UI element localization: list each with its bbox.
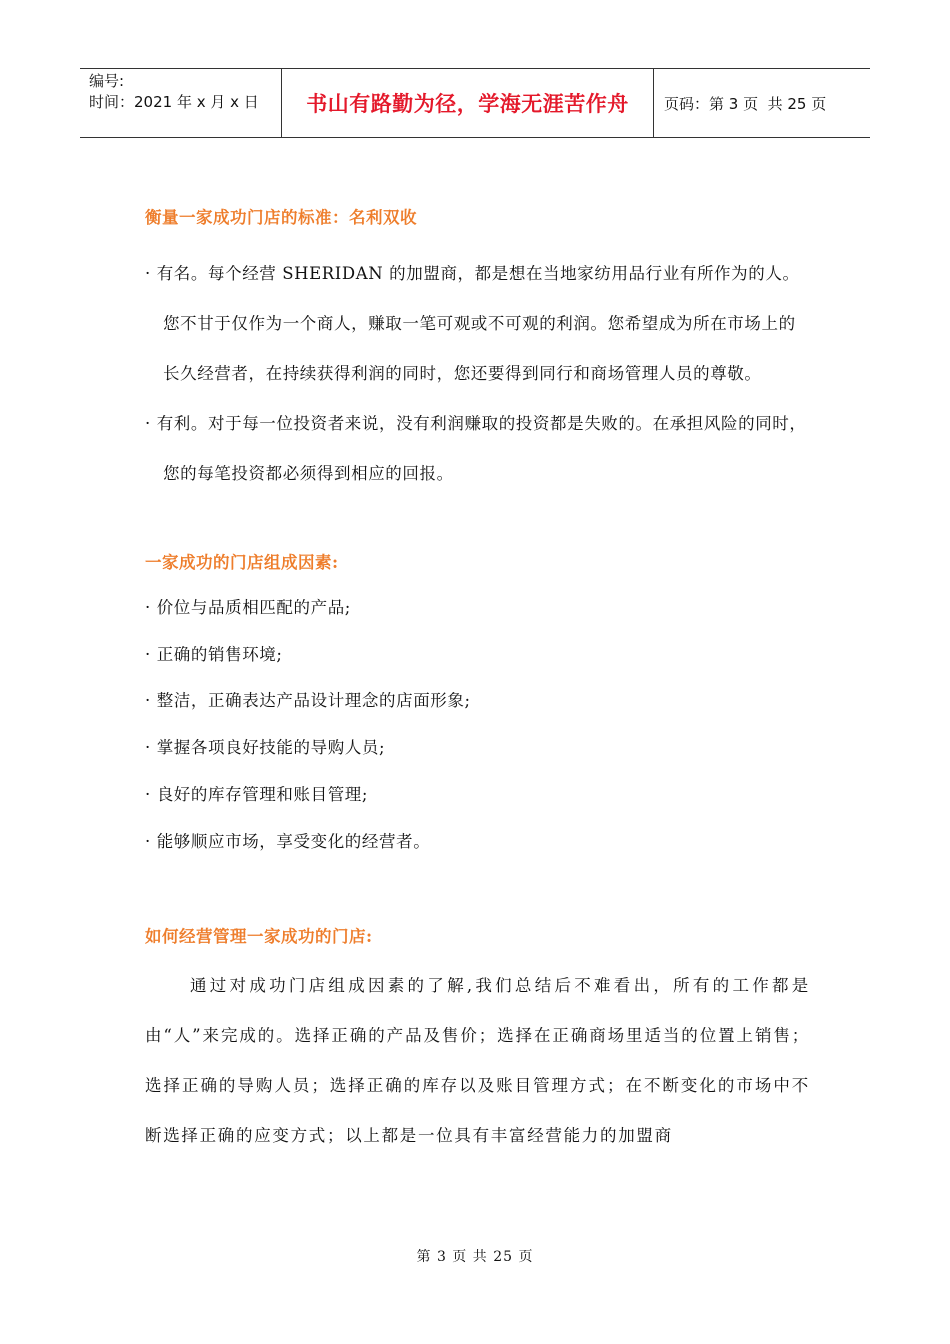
section-title: 如何经营管理一家成功的门店: bbox=[145, 927, 373, 947]
list-item: · 正确的销售环境; bbox=[145, 644, 283, 664]
page-header bbox=[80, 68, 870, 138]
header-page-info-text: 页码：第 3 页 共 25 页 bbox=[664, 94, 827, 113]
body-paragraph: 通过对成功门店组成因素的了解,我们总结后不难看出，所有的工作都是由“人”来完成的。选择正确的产品及售价；选择在正确商场里适当的位置上销售；选择正确的导购人员；选择正确的库存以及账目管理方式；在不断变化的市场中不断选择正确的应变方式；以上都是一位具有丰富经营能力的加盟商 bbox=[145, 976, 810, 1146]
section-title: 一家成功的门店组成因素: bbox=[145, 553, 339, 572]
document-number-label: 编号: bbox=[89, 72, 125, 90]
header-motto: 书山有路勤为径，学海无涯苦作舟 bbox=[282, 69, 654, 137]
list-item: · 价位与品质相匹配的产品; bbox=[145, 598, 351, 617]
document-body bbox=[145, 196, 810, 1161]
list-item: · 良好的库存管理和账目管理; bbox=[145, 784, 369, 804]
list-item: · 掌握各项良好技能的导购人员; bbox=[145, 738, 386, 758]
header-page-info bbox=[654, 69, 870, 137]
document-time-label: 时间：2021 年 x 月 x 日 bbox=[89, 93, 259, 111]
list-item: · 能够顺应市场，享受变化的经营者。 bbox=[145, 831, 431, 851]
header-meta bbox=[80, 69, 282, 137]
page-footer: 第 3 页 共 25 页 bbox=[416, 1249, 534, 1265]
bullet-paragraph: · 有利。对于每一位投资者来说，没有利润赚取的投资都是失败的。在承担风险的同时，您的每笔投资都必须得到相应的回报。 bbox=[145, 414, 807, 483]
bullet-paragraph: · 有名。每个经营 SHERIDAN 的加盟商，都是想在当地家纺用品行业有所作为的人。您不甘于仅作为一个商人，赚取一笔可观或不可观的利润。您希望成为所在市场上的长久经营者，在持续获得利润的同时，您还要得到同行和商场管理人员的尊敬。 bbox=[145, 264, 800, 383]
list-item: · 整洁，正确表达产品设计理念的店面形象; bbox=[145, 691, 471, 711]
section-title: 衡量一家成功门店的标准：名利双收 bbox=[145, 208, 417, 227]
